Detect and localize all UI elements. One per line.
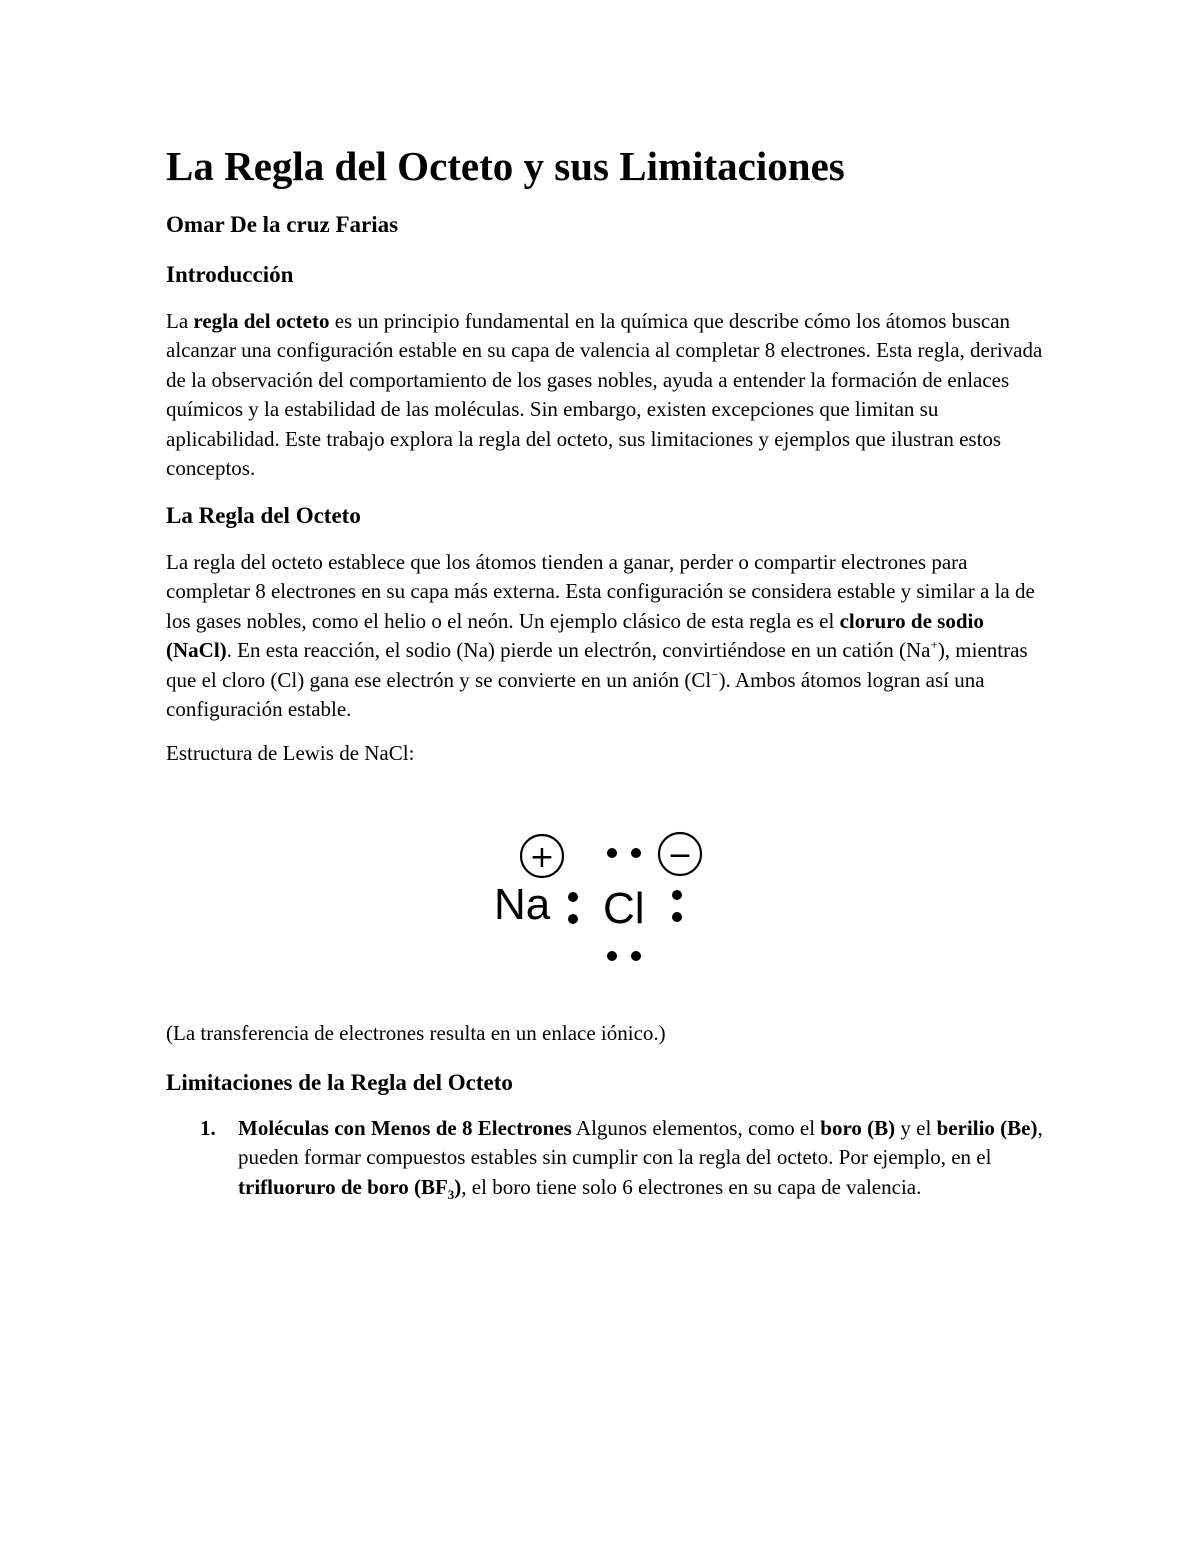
plus-sign: +: [529, 840, 555, 875]
list-item: 1. Moléculas con Menos de 8 Electrones Algunos elementos, como el boro (B) y el berilio (Be), pueden formar compuestos estables sin cumplir con la regla del octeto. Por ejemplo, en el trifluoruro de boro $(BF_3)$, el boro tiene solo 6 electrones en su capa de valencia.: [200, 1116, 1043, 1202]
limitations-list: [166, 1114, 1046, 1202]
electron-dot: [607, 848, 617, 858]
electron-dot: [672, 890, 682, 900]
lewis-label: Estructura de Lewis de NaCl:: [166, 741, 415, 765]
heading-introduccion: Introducción: [166, 262, 294, 287]
nacl-lewis-structure: [480, 820, 740, 980]
electron-dot: [607, 951, 617, 961]
heading-regla-del-octeto: La Regla del Octeto: [166, 503, 361, 528]
electron-dot: [672, 912, 682, 922]
electron-dot: [568, 892, 578, 902]
sodium-symbol: Na: [494, 880, 551, 929]
minus-sign: −: [667, 838, 693, 873]
list-item-number: 1.: [200, 1116, 216, 1140]
electron-dot: [631, 848, 641, 858]
electron-dot: [631, 951, 641, 961]
rule-paragraph: La regla del octeto establece que los átomos tienden a ganar, perder o compartir electrones para completar 8 electrones en su capa más externa. Esta configuración se considera estable y similar a la de los gases nobles, como el helio o el neón. Un ejemplo clásico de esta regla es el cloruro de sodio (NaCl). En esta reacción, el sodio (Na) pierde un electrón, convirtiéndose en un catión (Na+), mientras que el cloro (Cl) gana ese electrón y se convierte en un anión (Cl−). Ambos átomos logran así una configuración estable.: [166, 550, 1035, 722]
author-name: Omar De la cruz Farias: [166, 212, 399, 237]
intro-paragraph: La regla del octeto es un principio fundamental en la química que describe cómo los átomos buscan alcanzar una configuración estable en su capa de valencia al completar 8 electrones. Esta regla, derivada de la observación del comportamiento de los gases nobles, ayuda a entender la formación de enlaces químicos y la estabilidad de las moléculas. Sin embargo, existen excepciones que limitan su aplicabilidad. Este trabajo explora la regla del octeto, sus limitaciones y ejemplos que ilustran estos conceptos.: [166, 309, 1043, 481]
lewis-caption: (La transferencia de electrones resulta en un enlace iónico.): [166, 1021, 666, 1045]
heading-limitaciones: Limitaciones de la Regla del Octeto: [166, 1070, 513, 1095]
document-title: La Regla del Octeto y sus Limitaciones: [166, 143, 845, 189]
electron-dot: [568, 914, 578, 924]
chlorine-symbol: Cl: [603, 884, 645, 933]
